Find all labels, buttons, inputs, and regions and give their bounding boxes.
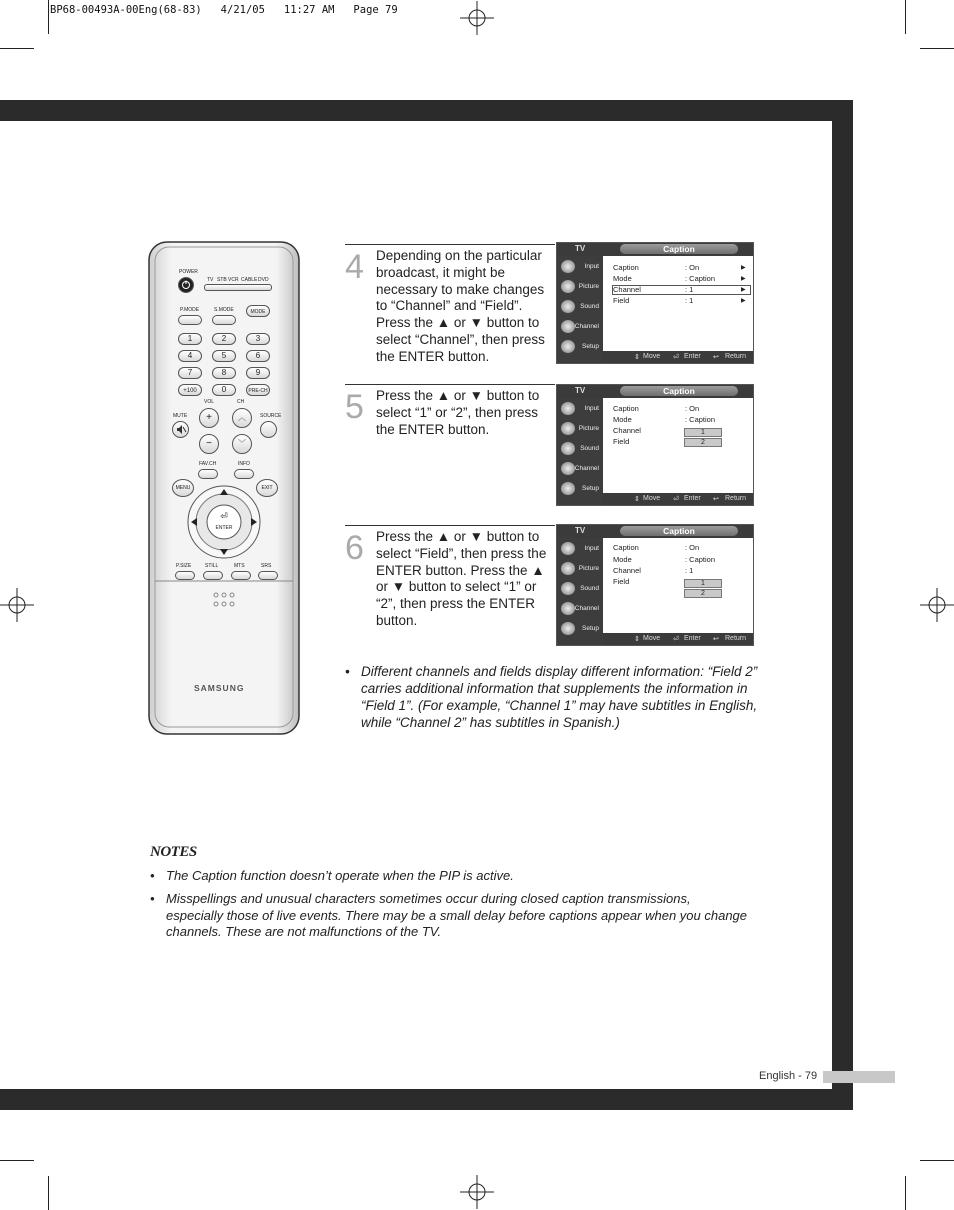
menu-side-input	[558, 400, 602, 418]
menu-side-sound	[558, 580, 602, 598]
minus-icon: −	[206, 438, 212, 449]
chevron-down-icon: ﹀	[238, 439, 246, 448]
menu-body	[603, 256, 754, 352]
menu-footer-move: Move	[643, 495, 661, 502]
digit-button-1[interactable]	[178, 333, 202, 345]
menu-row-label: Caption	[613, 263, 639, 272]
menu-side-sound	[558, 440, 602, 458]
psize-label: P.SIZE	[176, 563, 192, 569]
menu-option-2[interactable]: 2	[684, 589, 722, 598]
still-button[interactable]	[203, 571, 223, 580]
menu-option-1[interactable]: 1	[684, 428, 722, 437]
plus-icon: +	[206, 412, 212, 423]
vol-label: VOL	[204, 399, 215, 405]
menu-side-picture	[558, 420, 602, 438]
menu-row-label: Mode	[613, 274, 632, 283]
mode-label-vcr: VCR	[228, 277, 239, 283]
digit-button-5[interactable]	[212, 350, 236, 362]
menu-row-label: Caption	[613, 404, 639, 413]
arrow-right-icon: ▶	[741, 287, 746, 293]
source-label: SOURCE	[260, 413, 282, 419]
crop-mark	[905, 1176, 906, 1210]
enter-button-label: ENTER	[215, 525, 233, 531]
menu-side-setup	[558, 620, 602, 638]
exit-button[interactable]	[256, 479, 278, 497]
step-text: Press the ▲ or ▼ button to select “1” or “2”, then press the ENTER button.	[376, 388, 540, 437]
menu-option-2[interactable]: 2	[684, 438, 722, 447]
crop-mark	[0, 1160, 34, 1161]
menu-side-channel	[558, 460, 602, 478]
psize-button[interactable]	[175, 571, 195, 580]
menu-footer-return: Return	[725, 635, 747, 642]
pmode-label: P.MODE	[180, 307, 200, 313]
menu-side-label: Sound	[580, 445, 599, 452]
bullet-dot: •	[150, 868, 155, 883]
crop-mark	[48, 1176, 49, 1210]
mode-button-label: MODE	[250, 309, 266, 315]
step-text: Depending on the particular broadcast, it might be necessary to make changes to “Channel” and “Field”. Press the ▲ or ▼ button to select “Channel”, then press the ENTER button.	[376, 248, 545, 364]
menu-footer-enter: Enter	[684, 495, 701, 502]
menu-row-value: : 1	[685, 296, 694, 305]
move-icon: ⇕	[634, 636, 640, 643]
mode-label-tv: TV	[207, 277, 214, 283]
digit-button-2[interactable]	[212, 333, 236, 345]
mute-button[interactable]	[172, 421, 189, 438]
menu-footer-return: Return	[725, 353, 747, 360]
menu-footer-move: Move	[643, 635, 661, 642]
menu-header	[557, 243, 754, 256]
menu-side-label: Sound	[580, 585, 599, 592]
menu-footer	[603, 633, 754, 646]
menu-row-value: : 1	[685, 285, 694, 294]
digit-button-4[interactable]	[178, 350, 202, 362]
setup-icon	[561, 340, 575, 353]
mode-label-cable: CABLE	[241, 277, 258, 283]
remote-control	[148, 241, 300, 735]
digit-label: 3	[255, 334, 261, 343]
menu-side-label: Setup	[582, 625, 599, 632]
menu-side-label: Picture	[578, 565, 599, 572]
menu-footer-move: Move	[643, 353, 661, 360]
digit-button-3[interactable]	[246, 333, 270, 345]
menu-sidebar	[557, 398, 603, 506]
digit-button-8[interactable]	[212, 367, 236, 379]
info-bullet	[345, 663, 775, 731]
registration-mark-icon	[920, 588, 954, 622]
menu-row-label: Field	[613, 296, 630, 305]
digit-label: 6	[255, 351, 261, 360]
menu-side-label: Channel	[574, 465, 599, 472]
input-icon	[561, 260, 575, 273]
menu-side-label: Input	[584, 405, 599, 412]
ch-down-button[interactable]	[232, 434, 252, 454]
step-text: Press the ▲ or ▼ button to select “Field”, then press the ENTER button. Press the ▲ or ▼ button to select “1” or “2”, then press the ENTER button.	[376, 529, 547, 628]
menu-row-value: : Caption	[685, 415, 716, 424]
arrow-right-icon: ▶	[741, 298, 746, 304]
menu-side-label: Picture	[578, 283, 599, 290]
menu-side-setup	[558, 338, 602, 356]
power-button[interactable]	[178, 277, 194, 293]
menu-row-value: : 1	[685, 566, 694, 575]
move-icon: ⇕	[634, 354, 640, 361]
menu-side-setup	[558, 480, 602, 498]
menu-row-label: Mode	[613, 415, 632, 424]
digit-label: PRE-CH	[248, 388, 268, 394]
menu-side-label: Setup	[582, 485, 599, 492]
digit-button-6[interactable]	[246, 350, 270, 362]
menu-side-label: Channel	[574, 323, 599, 330]
power-icon	[179, 278, 193, 292]
return-icon: ↩	[713, 496, 719, 503]
print-slug: BP68-00493A-00Eng(68-83) 4/21/05 11:27 AM Page 79	[50, 4, 398, 16]
crop-mark	[920, 1160, 954, 1161]
digit-label: 5	[221, 351, 227, 360]
digit-label: 7	[187, 368, 193, 377]
arrow-right-icon: ▶	[741, 265, 746, 271]
menu-side-input	[558, 258, 602, 276]
digit-label: 1	[187, 334, 193, 343]
menu-body	[603, 538, 754, 634]
pmode-button[interactable]	[178, 315, 202, 325]
step-divider	[345, 384, 555, 385]
menu-title: Caption	[620, 244, 738, 254]
step-divider	[345, 525, 555, 526]
enter-icon: ⏎	[220, 511, 228, 521]
mts-button[interactable]	[231, 571, 251, 580]
vol-down-button[interactable]	[199, 434, 219, 454]
speaker-mute-icon	[173, 422, 188, 437]
menu-tv-label: TV	[575, 244, 586, 253]
menu-row-value: : On	[685, 543, 700, 552]
page-frame-right	[832, 100, 853, 1110]
crop-mark	[920, 48, 954, 49]
crop-mark	[0, 48, 34, 49]
smode-button[interactable]	[212, 315, 236, 325]
enter-icon: ⏎	[673, 636, 679, 643]
menu-row-label: Field	[613, 577, 630, 586]
step-number: 4	[345, 248, 364, 286]
bullet-dot: •	[345, 664, 350, 679]
channel-icon	[561, 602, 575, 615]
note-item	[150, 891, 750, 941]
menu-side-label: Channel	[574, 605, 599, 612]
picture-icon	[561, 280, 575, 293]
menu-side-label: Input	[584, 545, 599, 552]
mts-label: MTS	[234, 563, 245, 569]
menu-row-value: : On	[685, 263, 700, 272]
menu-footer-enter: Enter	[684, 635, 701, 642]
mode-label-dvd: DVD	[258, 277, 269, 283]
menu-row-value: : Caption	[685, 555, 716, 564]
bullet-dot: •	[150, 891, 155, 906]
menu-footer-return: Return	[725, 495, 747, 502]
source-button[interactable]	[260, 421, 277, 438]
digit-label: 8	[221, 368, 227, 377]
menu-header	[557, 385, 754, 398]
menu-row-label: Field	[613, 437, 630, 446]
picture-icon	[561, 422, 575, 435]
digit-button-0[interactable]	[212, 384, 236, 396]
vol-up-button[interactable]	[199, 408, 219, 428]
menu-row-label: Channel	[613, 566, 641, 575]
mode-button[interactable]	[246, 305, 270, 317]
still-label: STILL	[205, 563, 219, 569]
menu-side-channel	[558, 600, 602, 618]
input-icon	[561, 542, 575, 555]
sound-icon	[561, 582, 575, 595]
return-icon: ↩	[713, 354, 719, 361]
info-label: INFO	[238, 461, 250, 467]
favch-label: FAV.CH	[199, 461, 217, 467]
registration-mark-icon	[460, 1175, 494, 1209]
exit-button-label: EXIT	[261, 485, 273, 491]
prech-button[interactable]	[246, 384, 270, 396]
menu-side-label: Picture	[578, 425, 599, 432]
arrow-right-icon: ▶	[741, 276, 746, 282]
digit-label: 9	[255, 368, 261, 377]
note-text: Misspellings and unusual characters sometimes occur during closed caption transmissions, especially those of live events. There may be a small delay before captions appear when you change channels. These are not malfunctions of the TV.	[166, 891, 748, 939]
caption-menu-screenshot	[556, 384, 754, 506]
page-frame-bottom	[0, 1089, 853, 1110]
picture-icon	[561, 562, 575, 575]
digit-button-7[interactable]	[178, 367, 202, 379]
return-icon: ↩	[713, 636, 719, 643]
page-frame-top	[0, 100, 853, 121]
menu-sidebar	[557, 538, 603, 646]
mode-selector[interactable]	[204, 284, 272, 291]
caption-menu-screenshot	[556, 242, 754, 364]
ch-label: CH	[237, 399, 245, 405]
menu-row-label: Mode	[613, 555, 632, 564]
menu-button-label: MENU	[175, 485, 191, 491]
digit-label: 0	[221, 385, 227, 394]
menu-side-channel	[558, 318, 602, 336]
menu-row-label: Channel	[613, 426, 641, 435]
menu-title: Caption	[620, 386, 738, 396]
digit-label: 2	[221, 334, 227, 343]
enter-icon: ⏎	[673, 354, 679, 361]
mode-label-stb: STB	[217, 277, 227, 283]
channel-icon	[561, 462, 575, 475]
menu-row-label: Channel	[613, 285, 641, 294]
registration-mark-icon	[460, 1, 494, 35]
samsung-logo: SAMSUNG	[194, 683, 245, 693]
step-number: 6	[345, 529, 364, 567]
menu-side-sound	[558, 298, 602, 316]
menu-tv-label: TV	[575, 526, 586, 535]
page-number: English - 79	[759, 1070, 818, 1082]
crop-mark	[905, 0, 906, 34]
srs-label: SRS	[261, 563, 272, 569]
sound-icon	[561, 442, 575, 455]
notes-title: NOTES	[150, 844, 197, 860]
menu-footer-enter: Enter	[684, 353, 701, 360]
crop-mark	[48, 0, 49, 34]
info-button[interactable]	[234, 469, 254, 479]
setup-icon	[561, 622, 575, 635]
menu-row-label: Caption	[613, 543, 639, 552]
menu-side-label: Input	[584, 263, 599, 270]
plus100-button[interactable]	[178, 384, 202, 396]
enter-icon: ⏎	[673, 496, 679, 503]
menu-row-value: : Caption	[685, 274, 716, 283]
menu-footer	[603, 351, 754, 364]
sound-icon	[561, 300, 575, 313]
menu-footer	[603, 493, 754, 506]
menu-button[interactable]	[172, 479, 194, 497]
setup-icon	[561, 482, 575, 495]
mute-label: MUTE	[173, 413, 188, 419]
favch-button[interactable]	[198, 469, 218, 479]
digit-button-9[interactable]	[246, 367, 270, 379]
menu-sidebar	[557, 256, 603, 364]
menu-header	[557, 525, 754, 538]
chevron-up-icon: ︿	[238, 413, 246, 422]
menu-title: Caption	[620, 526, 738, 536]
input-icon	[561, 402, 575, 415]
caption-menu-screenshot	[556, 524, 754, 646]
footer-bar	[823, 1071, 895, 1083]
move-icon: ⇕	[634, 496, 640, 503]
channel-icon	[561, 320, 575, 333]
srs-button[interactable]	[258, 571, 278, 580]
bullet-text: Different channels and fields display different information: “Field 2” carries additional information that supplements the information in “Field 1”. (For example, “Channel 1” may have subtitles in English, while “Channel 2” has subtitles in Spanish.)	[361, 664, 758, 730]
menu-side-picture	[558, 560, 602, 578]
power-label: POWER	[179, 269, 198, 275]
menu-tv-label: TV	[575, 386, 586, 395]
note-text: The Caption function doesn’t operate when the PIP is active.	[166, 868, 514, 883]
registration-mark-icon	[0, 588, 34, 622]
digit-label: 4	[187, 351, 193, 360]
digit-label: +100	[183, 388, 197, 394]
ch-up-button[interactable]	[232, 408, 252, 428]
menu-side-picture	[558, 278, 602, 296]
menu-option-1[interactable]: 1	[684, 579, 722, 588]
note-item	[150, 868, 750, 885]
enter-button[interactable]	[210, 507, 238, 535]
smode-label: S.MODE	[214, 307, 234, 313]
step-divider	[345, 244, 555, 245]
menu-side-label: Setup	[582, 343, 599, 350]
menu-row-value: : On	[685, 404, 700, 413]
menu-side-input	[558, 540, 602, 558]
step-number: 5	[345, 388, 364, 426]
menu-body	[603, 398, 754, 494]
menu-side-label: Sound	[580, 303, 599, 310]
